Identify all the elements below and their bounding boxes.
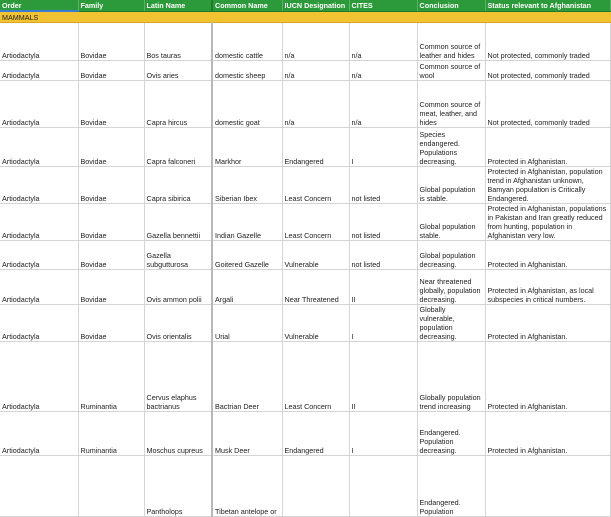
cell-conclusion[interactable]: Common source of leather and hides (417, 23, 485, 61)
cell-common-name[interactable]: Markhor (212, 128, 282, 167)
cell-iucn[interactable]: n/a (282, 23, 349, 61)
cell-conclusion[interactable]: Common source of wool (417, 61, 485, 81)
cell-status[interactable]: Protected in Afghanistan. (485, 128, 610, 167)
header-iucn-designation[interactable]: IUCN Designation (282, 0, 349, 11)
header-cites[interactable]: CITES (349, 0, 417, 11)
cell-cites[interactable]: I (349, 128, 417, 167)
cell-common-name[interactable]: Urial (212, 305, 282, 342)
cell-common-name[interactable]: Tibetan antelope or (212, 456, 282, 517)
cell-cites[interactable]: n/a (349, 61, 417, 81)
cell-conclusion[interactable]: Species endangered. Populations decreasing. (417, 128, 485, 167)
cell-family[interactable]: Bovidae (78, 241, 144, 270)
cell-family[interactable]: Bovidae (78, 61, 144, 81)
cell-latin-name[interactable]: Ovis ammon polii (144, 270, 212, 305)
cell-status[interactable]: Not protected, commonly traded (485, 61, 610, 81)
cell-status[interactable]: Not protected, commonly traded (485, 23, 610, 61)
header-row (0, 0, 610, 11)
cell-latin-name[interactable]: Capra hircus (144, 81, 212, 128)
cell-order[interactable]: Artiodactyla (0, 305, 78, 342)
cell-common-name[interactable]: Goitered Gazelle (212, 241, 282, 270)
cell-family[interactable]: Bovidae (78, 204, 144, 241)
table-row (0, 456, 610, 517)
cell-conclusion[interactable]: Globally vulnerable, population decreasing. (417, 305, 485, 342)
cell-status[interactable]: Protected in Afghanistan, population trend in Afghanistan unknown, Bamyan population is Critically Endangered. (485, 167, 610, 204)
header-conclusion[interactable]: Conclusion (417, 0, 485, 11)
table-row (0, 342, 610, 412)
cell-status[interactable]: Protected in Afghanistan, populations in Pakistan and Iran greatly reduced from hunting, population in Afghanistan very low. (485, 204, 610, 241)
cell-iucn[interactable] (282, 456, 349, 517)
cell-order[interactable]: Artiodactyla (0, 204, 78, 241)
cell-common-name[interactable]: Indian Gazelle (212, 204, 282, 241)
cell-family[interactable]: Bovidae (78, 167, 144, 204)
cell-latin-name[interactable]: Gazella bennettii (144, 204, 212, 241)
cell-order[interactable]: Artiodactyla (0, 167, 78, 204)
cell-cites[interactable]: n/a (349, 81, 417, 128)
cell-family[interactable]: Bovidae (78, 270, 144, 305)
cell-family[interactable]: Ruminantia (78, 412, 144, 456)
table-row (0, 61, 610, 81)
cell-cites[interactable]: II (349, 270, 417, 305)
table-row (0, 241, 610, 270)
cell-iucn[interactable]: Vulnerable (282, 305, 349, 342)
cell-latin-name[interactable]: Pantholops (144, 456, 212, 517)
cell-latin-name[interactable]: Moschus cupreus (144, 412, 212, 456)
cell-cites[interactable]: not listed (349, 241, 417, 270)
cell-status[interactable]: Protected in Afghanistan. (485, 305, 610, 342)
cell-family[interactable] (78, 456, 144, 517)
cell-common-name[interactable]: domestic goat (212, 81, 282, 128)
cell-family[interactable]: Bovidae (78, 23, 144, 61)
cell-common-name[interactable]: Siberian Ibex (212, 167, 282, 204)
cell-family[interactable]: Bovidae (78, 128, 144, 167)
cell-conclusion[interactable]: Global population decreasing. (417, 241, 485, 270)
cell-order[interactable]: Artiodactyla (0, 61, 78, 81)
cell-iucn[interactable]: Least Concern (282, 342, 349, 412)
cell-status[interactable]: Protected in Afghanistan. (485, 412, 610, 456)
cell-conclusion[interactable]: Global population is stable. (417, 167, 485, 204)
header-latin-name[interactable]: Latin Name (144, 0, 212, 11)
cell-conclusion[interactable]: Common source of meat, leather, and hides (417, 81, 485, 128)
header-order[interactable]: Order (0, 0, 78, 11)
cell-order[interactable]: Artiodactyla (0, 81, 78, 128)
cell-order[interactable]: Artiodactyla (0, 128, 78, 167)
cell-latin-name[interactable]: Ovis orientalis (144, 305, 212, 342)
cell-iucn[interactable]: Vulnerable (282, 241, 349, 270)
cell-order[interactable]: Artiodactyla (0, 23, 78, 61)
table-row (0, 128, 610, 167)
cell-status[interactable]: Protected in Afghanistan. (485, 342, 610, 412)
table-row (0, 412, 610, 456)
cell-cites[interactable]: I (349, 412, 417, 456)
cell-order[interactable]: Artiodactyla (0, 270, 78, 305)
cell-cites[interactable]: not listed (349, 204, 417, 241)
cell-conclusion[interactable]: Endangered. Population decreasing. (417, 412, 485, 456)
cell-latin-name[interactable]: Gazella subgutturosa (144, 241, 212, 270)
table-row (0, 204, 610, 241)
table-row (0, 270, 610, 305)
cell-iucn[interactable]: n/a (282, 61, 349, 81)
cell-conclusion[interactable]: Globally population trend increasing (417, 342, 485, 412)
cell-iucn[interactable]: Endangered (282, 412, 349, 456)
section-label[interactable]: MAMMALS (0, 11, 78, 23)
cell-status[interactable]: Not protected, commonly traded (485, 81, 610, 128)
cell-cites[interactable] (349, 456, 417, 517)
cell-latin-name[interactable]: Bos tauras (144, 23, 212, 61)
cell-order[interactable] (0, 456, 78, 517)
table-row (0, 305, 610, 342)
cell-common-name[interactable]: domestic cattle (212, 23, 282, 61)
cell-iucn[interactable]: Endangered (282, 128, 349, 167)
header-family[interactable]: Family (78, 0, 144, 11)
section-row (0, 11, 610, 23)
cell-cites[interactable]: n/a (349, 23, 417, 61)
cell-iucn[interactable]: Near Threatened (282, 270, 349, 305)
cell-common-name[interactable]: Argali (212, 270, 282, 305)
cell-order[interactable]: Artiodactyla (0, 241, 78, 270)
cell-iucn[interactable]: Least Concern (282, 204, 349, 241)
cell-order[interactable]: Artiodactyla (0, 342, 78, 412)
header-status-afghanistan[interactable]: Status relevant to Afghanistan (485, 0, 610, 11)
cell-status[interactable]: Protected in Afghanistan. (485, 241, 610, 270)
cell-latin-name[interactable]: Cervus elaphus bactrianus (144, 342, 212, 412)
cell-family[interactable]: Bovidae (78, 81, 144, 128)
table-row (0, 81, 610, 128)
cell-common-name[interactable]: Musk Deer (212, 412, 282, 456)
cell-cites[interactable]: not listed (349, 167, 417, 204)
cell-iucn[interactable]: Least Concern (282, 167, 349, 204)
cell-common-name[interactable]: Bactrian Deer (212, 342, 282, 412)
cell-order[interactable]: Artiodactyla (0, 412, 78, 456)
cell-family[interactable]: Ruminantia (78, 342, 144, 412)
cell-cites[interactable]: I (349, 305, 417, 342)
cell-conclusion[interactable]: Endangered. Population (417, 456, 485, 517)
cell-latin-name[interactable]: Ovis aries (144, 61, 212, 81)
cell-status[interactable]: Protected in Afghanistan, as local subspecies in critical numbers. (485, 270, 610, 305)
table-row (0, 167, 610, 204)
cell-status[interactable] (485, 456, 610, 517)
cell-cites[interactable]: II (349, 342, 417, 412)
cell-latin-name[interactable]: Capra sibirica (144, 167, 212, 204)
cell-iucn[interactable]: n/a (282, 81, 349, 128)
cell-family[interactable]: Bovidae (78, 305, 144, 342)
table-row (0, 23, 610, 61)
cell-latin-name[interactable]: Capra falconeri (144, 128, 212, 167)
cell-conclusion[interactable]: Near threatened globally, population decreasing. (417, 270, 485, 305)
header-common-name[interactable]: Common Name (212, 0, 282, 11)
cell-common-name[interactable]: domestic sheep (212, 61, 282, 81)
cell-conclusion[interactable]: Global population stable. (417, 204, 485, 241)
